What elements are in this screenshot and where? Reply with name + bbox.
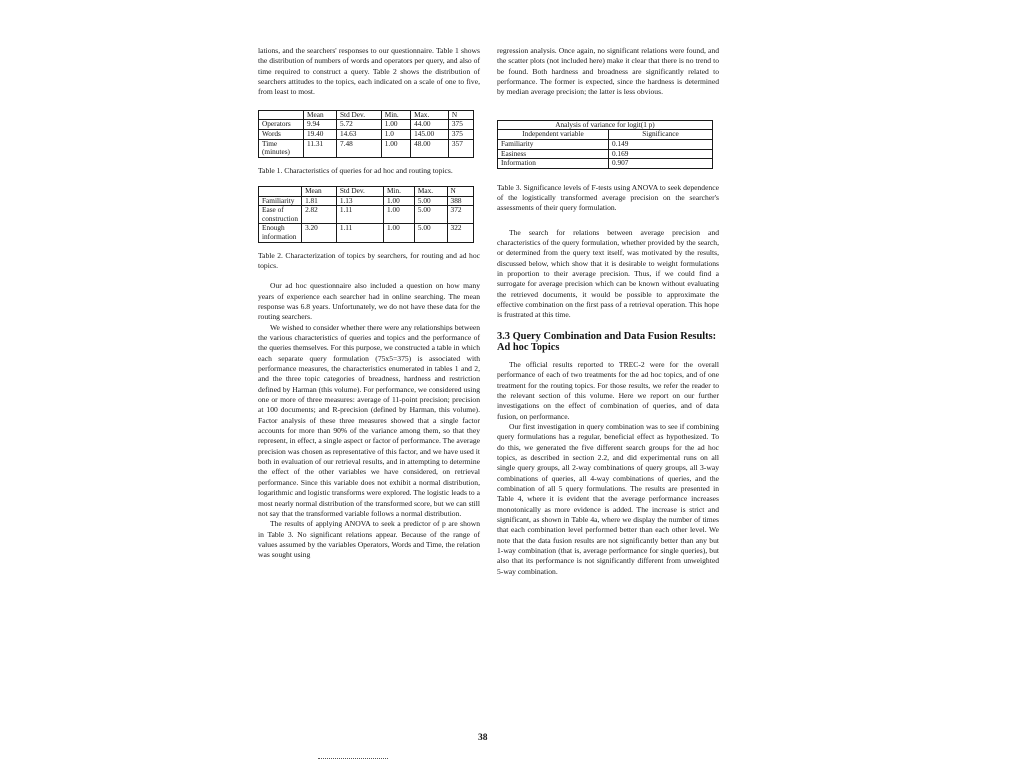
table-cell: 14.63 — [336, 129, 381, 139]
table-row — [498, 139, 713, 149]
table-cell: 1.11 — [336, 206, 383, 224]
table-row — [259, 139, 474, 157]
table-cell: 1.00 — [381, 120, 410, 130]
table-1 — [258, 110, 474, 158]
paragraph-anova: The results of applying ANOVA to seek a predictor of p are shown in Table 3. No significant relations appear. Because of the range of values assumed by the variables Operators, Words and Time, the relation was sought using — [258, 519, 480, 560]
paragraph-regression: regression analysis. Once again, no significant relations were found, and the scatter plots (not included here) make it clear that there is no trend to be found. Both hardness and broadness are significantly related to performance. The former is expected, since the hardness is determined by median average precision; the latter is less obvious. — [497, 46, 719, 97]
table-cell: Information — [498, 159, 609, 169]
table-2-header-cell: N — [447, 187, 473, 197]
table-cell: 1.11 — [336, 224, 383, 242]
table-cell: 388 — [447, 196, 473, 206]
table-3-header-cell: Significance — [609, 130, 713, 140]
table-1-header-cell: Mean — [304, 110, 337, 120]
table-2-header-cell — [259, 187, 302, 197]
table-3-header-cell: Independent variable — [498, 130, 609, 140]
table-cell: Familiarity — [259, 196, 302, 206]
table-cell: 375 — [448, 120, 473, 130]
table-cell: 5.00 — [414, 224, 447, 242]
table-2-caption: Table 2. Characterization of topics by searchers, for routing and ad hoc topics. — [258, 250, 480, 270]
table-row — [498, 159, 713, 169]
table-cell: Easiness — [498, 149, 609, 159]
table-row — [259, 120, 474, 130]
section-heading: 3.3 Query Combination and Data Fusion Results: Ad hoc Topics — [497, 330, 717, 354]
table-cell: 357 — [448, 139, 473, 157]
table-cell: 48.00 — [411, 139, 449, 157]
table-cell: 1.00 — [384, 224, 415, 242]
table-cell: 375 — [448, 129, 473, 139]
table-cell: 1.0 — [381, 129, 410, 139]
table-cell: 5.72 — [336, 120, 381, 130]
paragraph-relationships: We wished to consider whether there were any relationships between the various characteristics of queries and topics and the performance of the queries themselves. For this purpose, we constructed a table in which each separate query formulation (75x5=375) is associated with performance measures, the characteristics enumerated in tables 1 and 2, and the three topic categories of breadness, hardness and restriction defined by Harman (this volume). For performance, we considered using one or more of three measures: average of 11-point precision; precision at 100 documents; and R-precision (defined by Harman, this volume). Factor analysis of these three measures showed that a single factor accounts for more than 90% of the variance among them, so that they represent, in effect, a single aspect or factor of performance. The average precision was chosen as representative of this factor, and we have used it both in evaluation of our retrieval results, and in attempting to determine the effect of the other variables we have considered, on retrieval performance. Since this variable does not exhibit a normal distribution, logarithmic and logistic transforms were explored. The logistic leads to a most nearly normal distribution of the transformed score, but we can still not say that the transformed variable follows a normal distribution. — [258, 322, 480, 518]
table-cell: 1.13 — [336, 196, 383, 206]
left-column — [258, 46, 480, 561]
table-cell: 0.907 — [609, 159, 713, 169]
table-3-title: Analysis of variance for logit(1 p) — [498, 120, 713, 130]
table-row — [259, 129, 474, 139]
table-cell: 372 — [447, 206, 473, 224]
paragraph-official: The official results reported to TREC-2 were for the overall performance of each of two treatments for the ad hoc topics, and of one treatment for the routing topics. For those results, we refer the reader to the relevant section of this volume. Here we report on our further investigations on the effect of combination of queries, and of data fusion, on performance. — [497, 359, 719, 421]
table-cell: 5.00 — [414, 196, 447, 206]
page-number: 38 — [478, 733, 488, 743]
paragraph-questionnaire: Our ad hoc questionnaire also included a question on how many years of experience each searcher had in online searching. The mean response was 6.8 years. Unfortunately, we do not have these data for the routing searchers. — [258, 281, 480, 322]
table-cell: Operators — [259, 120, 304, 130]
table-cell: 0.149 — [609, 139, 713, 149]
footer-divider — [318, 758, 388, 761]
table-cell: 3.20 — [302, 224, 337, 242]
table-1-header-cell: Max. — [411, 110, 449, 120]
table-cell: 5.00 — [414, 206, 447, 224]
table-2-header-cell: Std Dev. — [336, 187, 383, 197]
table-3-header-row — [498, 130, 713, 140]
right-column — [497, 46, 719, 577]
table-cell: Ease of construction — [259, 206, 302, 224]
table-cell: 1.00 — [384, 196, 415, 206]
paragraph-search: The search for relations between average precision and characteristics of the query formulation, whether provided by the search, or determined from the query text itself, was motivated by the results, discussed below, which show that it is desirable to weight formulations in proportion to their average precision. Thus, if we could find a surrogate for average precision which can be known without evaluating the retrieved documents, it would be possible to approximate the effective combination on the first pass of a retrieval operation. This hope is frustrated at this time. — [497, 227, 719, 320]
table-cell: 1.00 — [384, 206, 415, 224]
table-cell: 0.169 — [609, 149, 713, 159]
table-cell: 1.00 — [381, 139, 410, 157]
table-2 — [258, 186, 474, 243]
table-cell: 19.40 — [304, 129, 337, 139]
table-2-header-row — [259, 187, 474, 197]
table-cell: 2.82 — [302, 206, 337, 224]
paragraph-first-investigation: Our first investigation in query combination was to see if combining query formulations has a regular, beneficial effect as hypothesized. To do this, we generated the five different search groups for the ad hoc topics, as described in section 2.2, and did experimental runs on all single query groups, all 2-way combinations of query groups, all 3-way combinations of queries, all 4-way combinations of queries, and the combination of all 5 query formulations. The results are presented in Table 4, where it is evident that the average performance increases monotonically as more evidence is added. The increase is strict and significant, as shown in Table 4a, where we display the number of times that each combination level performed better than each other level. We note that the data fusion results are not significantly better than any but 1-way combination (that is, average performance for single queries), but also that its performance is not significantly different from unweighted 5-way combination. — [497, 421, 719, 576]
table-cell: 44.00 — [411, 120, 449, 130]
table-2-header-cell: Mean — [302, 187, 337, 197]
table-cell: Familiarity — [498, 139, 609, 149]
table-cell: 9.94 — [304, 120, 337, 130]
table-cell: 322 — [447, 224, 473, 242]
table-row — [259, 196, 474, 206]
table-1-header-cell: Std Dev. — [336, 110, 381, 120]
table-cell: 145.00 — [411, 129, 449, 139]
table-2-header-cell: Max. — [414, 187, 447, 197]
table-cell: 11.31 — [304, 139, 337, 157]
table-1-caption: Table 1. Characteristics of queries for ad hoc and routing topics. — [258, 165, 453, 175]
table-3-caption: Table 3. Significance levels of F-tests using ANOVA to seek dependence of the logistically transformed average precision on the searcher's assessments of their query formulation. — [497, 182, 719, 213]
paragraph-intro: lations, and the searchers' responses to our questionnaire. Table 1 shows the distribution of numbers of words and operators per query, and also of time required to construct a query. Table 2 shows the distribution of searchers attitudes to the topics, each indicated on a scale of one to five, from least to most. — [258, 46, 480, 97]
table-3 — [497, 120, 713, 169]
table-row — [259, 224, 474, 242]
table-cell: 1.81 — [302, 196, 337, 206]
table-1-header-cell: N — [448, 110, 473, 120]
table-2-header-cell: Min. — [384, 187, 415, 197]
table-cell: Enough information — [259, 224, 302, 242]
table-1-header-cell: Min. — [381, 110, 410, 120]
table-cell: Time (minutes) — [259, 139, 304, 157]
table-cell: Words — [259, 129, 304, 139]
table-row — [259, 206, 474, 224]
table-cell: 7.48 — [336, 139, 381, 157]
